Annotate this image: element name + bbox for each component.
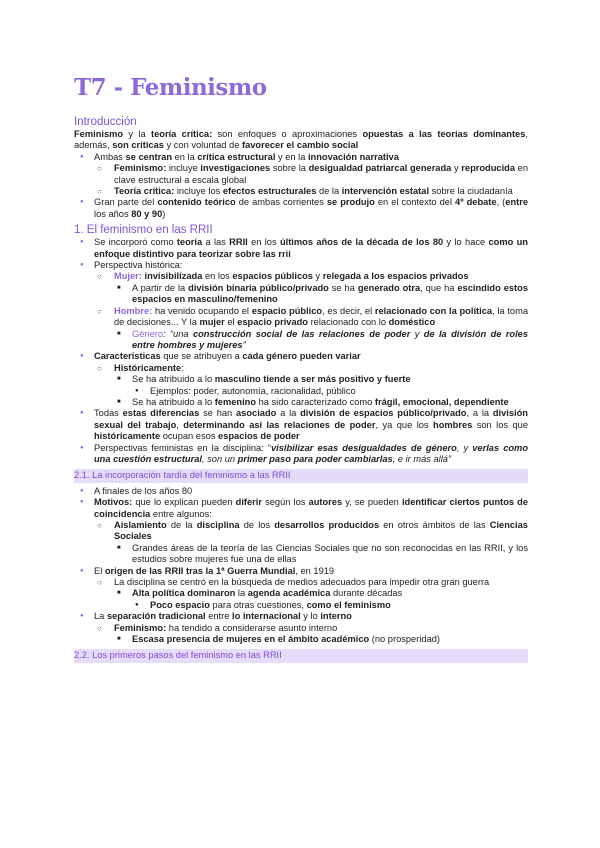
list-item: ■ Grandes áreas de la teoría de las Ciencias Sociales que no son reconocidas en las RRII, y los estudios sobre mujeres fue una de ellas [114,543,528,566]
section-heading-2-1: 2.1. La incorporación tardía del feminismo a las RRII [74,469,528,482]
list-item: ● Ambas se centran en la crítica estructural y en la innovación narrativa ○ Feminismo: incluye investigaciones sobre la desigualdad patriarcal generada y reproducida en clave estructural a escala global ○ Teoría crítica: incluye los efectos estructurales de la intervención estatal sobre la ciudadanía [74,152,528,198]
list-item: ○ Mujer: invisibilizada en los espacios públicos y relegada a los espacios privados ■ A partir de la división binaria público/privado se ha generado otra, que ha escindido estos espacios en masculino/femenino [94,271,528,305]
list-item: ● Todas estas diferencias se han asociado a la división de espacios público/privado, a la división sexual del trabajo, determinando así las relaciones de poder, ya que los hombres son los que históricamente ocupan esos espacios de poder [74,408,528,442]
list-item: ● La separación tradicional entre lo internacional y lo interno ○ Feminismo: ha tendido a considerarse asunto interno ■ Escasa presencia de mujeres en el ámbito académico (no prosperidad) [74,611,528,645]
list-item: ○ Feminismo: incluye investigaciones sobre la desigualdad patriarcal generada y reproducida en clave estructural a escala global [94,163,528,186]
list-item: ● Perspectiva histórica: ○ Mujer: invisibilizada en los espacios públicos y relegada a los espacios privados ■ A partir de la división binaria público/privado se ha generado otra, que ha escindido estos espacios en masculino/femenino ○ Hombre: ha venido ocupando el espacio público, es decir, el relacionado con la política, la toma de decisiones... Y la mujer el espacio privado relacionado con lo doméstico ■ Género: “una construcción social de las relaciones de poder y de la división de roles entre hombres y mujeres” [74,260,528,351]
list-item: ■ Alta política dominaron la agenda académica durante décadas ● Poco espacio para otras cuestiones, como el feminismo [114,588,528,611]
list-item: ● Ejemplos: poder, autonomía, racionalidad, público [132,386,528,397]
list-item: ○ Aislamiento de la disciplina de los desarrollos producidos en otros ámbitos de las Ciencias Sociales ■ Grandes áreas de la teoría de las Ciencias Sociales que no son reconocidas en las RRII, y los estudios sobre mujeres fue una de ellas [94,520,528,566]
list-item: ■ Género: “una construcción social de las relaciones de poder y de la división de roles entre hombres y mujeres” [114,329,528,352]
list-item: ● Se incorporó como teoría a las RRII en los últimos años de la década de los 80 y lo hace como un enfoque distintivo para teorizar sobre las rrii [74,237,528,260]
list-item: ● Perspectivas feministas en la disciplina: “visibilizar esas desigualdades de género, y verlas como una cuestión estructural, son un primer paso para poder cambiarlas, e ir más allá” [74,443,528,466]
list-item: ■ A partir de la división binaria público/privado se ha generado otra, que ha escindido estos espacios en masculino/femenino [114,283,528,306]
list-item: ○ La disciplina se centró en la búsqueda de medios adecuados para impedir otra gran guerra ■ Alta política dominaron la agenda académica durante décadas ● Poco espacio para otras cuestiones, como el feminismo [94,577,528,611]
list-item: ■ Se ha atribuido a lo femenino ha sido caracterizado como frágil, emocional, dependiente [114,397,528,408]
list-item: ■ Escasa presencia de mujeres en el ámbito académico (no prosperidad) [114,634,528,645]
list-item: ● Características que se atribuyen a cada género pueden variar ○ Históricamente: ■ Se ha atribuido a lo masculino tiende a ser más positivo y fuerte ● Ejemplos: poder, autonomía, racionalidad, público ■ Se ha atribuido a lo femenino ha sido caracterizado como frágil, emocional, dependiente [74,351,528,408]
section-heading-1: 1. El feminismo en las RRII [74,224,213,237]
list-item: ○ Teoría crítica: incluye los efectos estructurales de la intervención estatal sobre la ciudadanía [94,186,528,197]
list-item: ● Motivos: que lo explican pueden diferir según los autores y, se pueden identificar ciertos puntos de coincidencia entre algunos: ○ Aislamiento de la disciplina de los desarrollos producidos en otros ámbitos de las Ciencias Sociales ■ Grandes áreas de la teoría de las Ciencias Sociales que no son reconocidas en las RRII, y los estudios sobre mujeres fue una de ellas [74,497,528,565]
section-heading-intro: Introducción [74,116,137,128]
list-item: ● Gran parte del contenido teórico de ambas corrientes se produjo en el contexto del 4º debate, (entre los años 80 y 90) [74,197,528,220]
section-heading-2-2: 2.2. Los primeros pasos del feminismo en las RRII [74,649,528,662]
document-body [74,113,528,666]
list-item: ● A finales de los años 80 [74,486,528,497]
list-item: ● El origen de las RRII tras la 1ª Guerra Mundial, en 1919 ○ La disciplina se centró en la búsqueda de medios adecuados para impedir otra gran guerra ■ Alta política dominaron la agenda académica durante décadas ● Poco espacio para otras cuestiones, como el feminismo [74,566,528,612]
page-title: T7 - Feminismo [74,74,267,101]
intro-paragraph: Feminismo y la teoría crítica: son enfoques o aproximaciones opuestas a las teorías dominantes, además, son críticas y con voluntad de favorecer el cambio social [74,129,528,151]
list-item: ■ Se ha atribuido a lo masculino tiende a ser más positivo y fuerte ● Ejemplos: poder, autonomía, racionalidad, público [114,374,528,397]
list-item: ○ Hombre: ha venido ocupando el espacio público, es decir, el relacionado con la política, la toma de decisiones... Y la mujer el espacio privado relacionado con lo doméstico ■ Género: “una construcción social de las relaciones de poder y de la división de roles entre hombres y mujeres” [94,306,528,352]
list-item: ● Poco espacio para otras cuestiones, como el feminismo [132,600,528,611]
list-item: ○ Históricamente: ■ Se ha atribuido a lo masculino tiende a ser más positivo y fuerte ● Ejemplos: poder, autonomía, racionalidad, público ■ Se ha atribuido a lo femenino ha sido caracterizado como frágil, emocional, dependiente [94,363,528,409]
list-item: ○ Feminismo: ha tendido a considerarse asunto interno ■ Escasa presencia de mujeres en el ámbito académico (no prosperidad) [94,623,528,646]
